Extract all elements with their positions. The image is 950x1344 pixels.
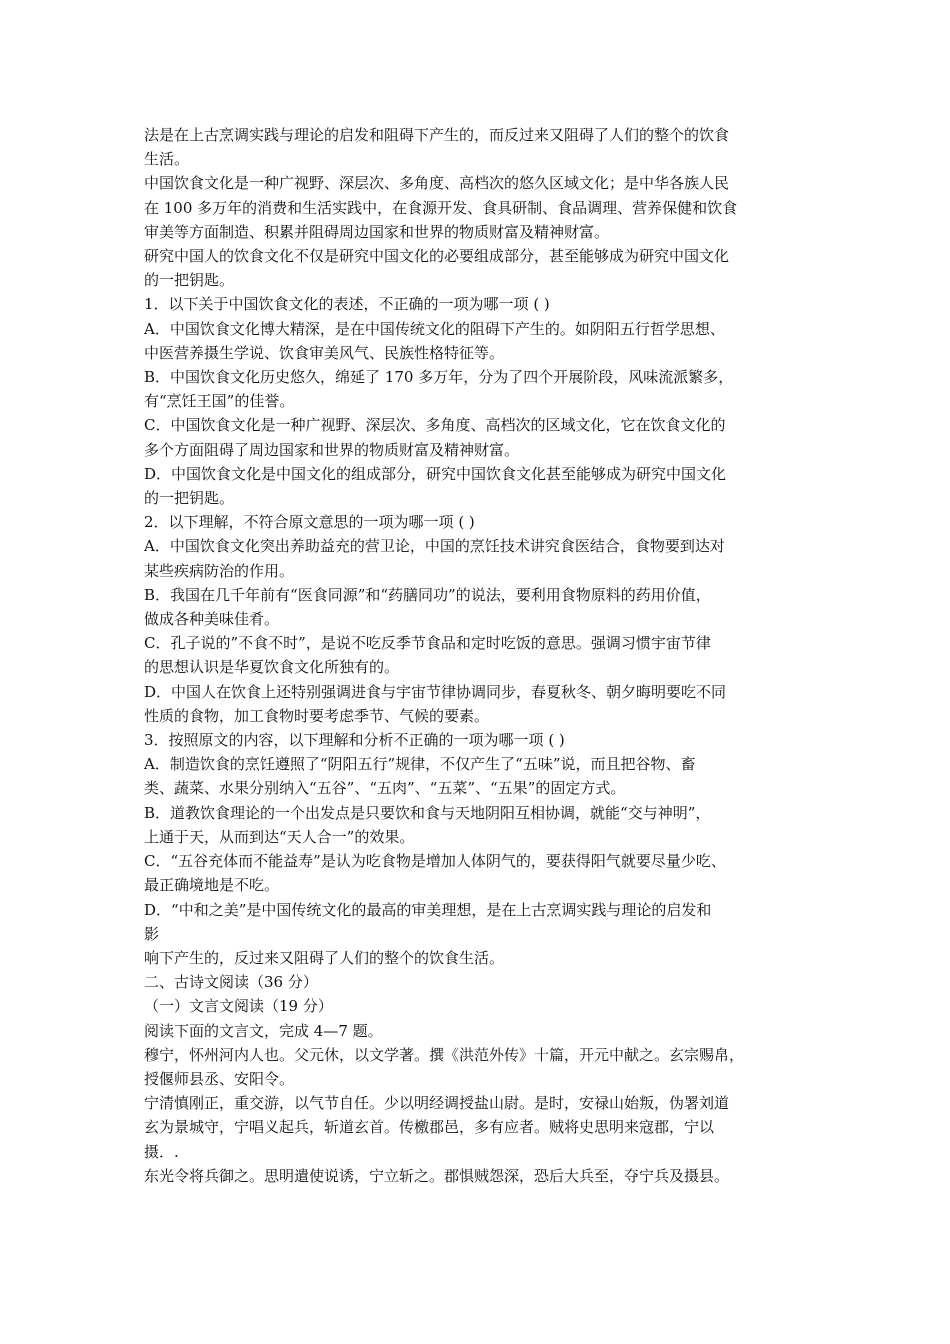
document-body xyxy=(144,123,824,1188)
classical-passage-line: 授偃师县丞、安阳令。 xyxy=(144,1069,295,1088)
text-line: 研究中国人的饮食文化不仅是研究中国文化的必要组成部分，甚至能够成为研究中国文化 xyxy=(144,247,730,266)
text-line: 最正确境地是不吃。 xyxy=(144,876,280,895)
text-line: 某些疾病防治的作用。 xyxy=(144,561,295,580)
text-line: 法是在上古烹调实践与理论的启发和阻碍下产生的，而反过来又阻碍了人们的整个的饮食 xyxy=(144,126,730,144)
question-2: 2．以下理解，不符合原文意思的一项为哪一项 ( ) xyxy=(144,513,475,532)
classical-passage-line: 穆宁，怀州河内人也。父元休，以文学著。撰《洪范外传》十篇，开元中献之。玄宗赐帛， xyxy=(144,1045,745,1064)
text-line: 的一把钥匙。 xyxy=(144,489,235,508)
text-line: 有“烹饪王国”的佳誉。 xyxy=(144,392,295,411)
text-line: 中国饮食文化是一种广视野、深层次、多角度、高档次的悠久区域文化；是中华各族人民 xyxy=(144,174,730,193)
option-c: C．孔子说的”不食不时”，是说不吃反季节食品和定时吃饭的意思。强调习惯宇宙节律 xyxy=(144,634,711,653)
text-line: 上通于天，从而到达“天人合一”的效果。 xyxy=(144,827,415,846)
text-line: 生活。 xyxy=(144,150,190,169)
classical-passage-line: 摄．. xyxy=(144,1142,179,1161)
classical-passage-line: 东光令将兵御之。思明遣使说诱，宁立斩之。郡惧贼怨深，恐后大兵至，夺宁兵及摄县。 xyxy=(144,1166,730,1185)
text-line: 响下产生的，反过来又阻碍了人们的整个的饮食生活。 xyxy=(144,948,505,967)
text-line: 性质的食物，加工食物时要考虑季节、气候的要素。 xyxy=(144,706,490,725)
text-line: 多个方面阻碍了周边国家和世界的物质财富及精神财富。 xyxy=(144,440,520,459)
option-a: A．中国饮食文化突出养助益充的营卫论，中国的烹饪技术讲究食医结合，食物要到达对 xyxy=(144,537,725,556)
question-3: 3．按照原文的内容，以下理解和分析不正确的一项为哪一项 ( ) xyxy=(144,731,565,750)
text-line: 的思想认识是华夏饮食文化所独有的。 xyxy=(144,658,400,677)
text-line: 在 100 多万年的消费和生活实践中，在食源开发、食具研制、食品调理、营养保健和饮食 xyxy=(144,198,738,217)
option-d: D．“中和之美”是中国传统文化的最高的审美理想，是在上古烹调实践与理论的启发和 xyxy=(144,900,712,919)
option-d: D．中国人在饮食上还特别强调进食与宇宙节律协调同步，春夏秋冬、朝夕晦明要吃不同 xyxy=(144,682,727,701)
text-line: 审美等方面制造、积累并阻碍周边国家和世界的物质财富及精神财富。 xyxy=(144,222,610,241)
option-c: C．中国饮食文化是一种广视野、深层次、多角度、高档次的区域文化，它在饮食文化的 xyxy=(144,416,726,435)
option-a: A．制造饮食的烹饪遵照了“阴阳五行”规律，不仅产生了“五味”说，而且把谷物、畜 xyxy=(144,755,696,774)
option-b: B．我国在几千年前有“医食同源”和“药膳同功”的说法，要利用食物原料的药用价值， xyxy=(144,585,711,604)
text-line: 做成各种美味佳肴。 xyxy=(144,610,280,629)
text-line: 类、蔬菜、水果分别纳入“五谷”、“五肉”、“五菜”、“五果”的固定方式。 xyxy=(144,779,626,798)
subsection-heading: （一）文言文阅读（19 分） xyxy=(144,997,333,1016)
section-heading: 二、古诗文阅读（36 分） xyxy=(144,973,318,992)
option-b: B．中国饮食文化历史悠久，绵延了 170 多万年，分为了四个开展阶段，风味流派繁多， xyxy=(144,368,734,387)
classical-passage-line: 玄为景城守，宁唱义起兵，斩道玄首。传檄郡邑，多有应者。贼将史思明来寇郡，宁以 xyxy=(144,1118,715,1137)
option-d: D．中国饮食文化是中国文化的组成部分，研究中国饮食文化甚至能够成为研究中国文化 xyxy=(144,464,727,483)
text-line: 影 xyxy=(144,924,160,943)
option-a: A．中国饮食文化博大精深，是在中国传统文化的阻碍下产生的。如阴阳五行哲学思想、 xyxy=(144,319,725,338)
option-b: B．道教饮食理论的一个出发点是只要饮和食与天地阴阳互相协调，就能“交与神明”， xyxy=(144,803,711,822)
question-1: 1．以下关于中国饮食文化的表述，不正确的一项为哪一项 ( ) xyxy=(144,295,550,314)
instruction: 阅读下面的文言文，完成 4—7 题。 xyxy=(144,1021,383,1040)
option-c: C．“五谷充体而不能益寿”是认为吃食物是增加人体阴气的，要获得阳气就要尽量少吃、 xyxy=(144,852,726,871)
text-line: 中医营养摄生学说、饮食审美风气、民族性格特征等。 xyxy=(144,343,505,362)
text-line: 的一把钥匙。 xyxy=(144,271,235,290)
classical-passage-line: 宁清慎刚正，重交游，以气节自任。少以明经调授盐山尉。是时，安禄山始叛，伪署刘道 xyxy=(144,1094,730,1113)
